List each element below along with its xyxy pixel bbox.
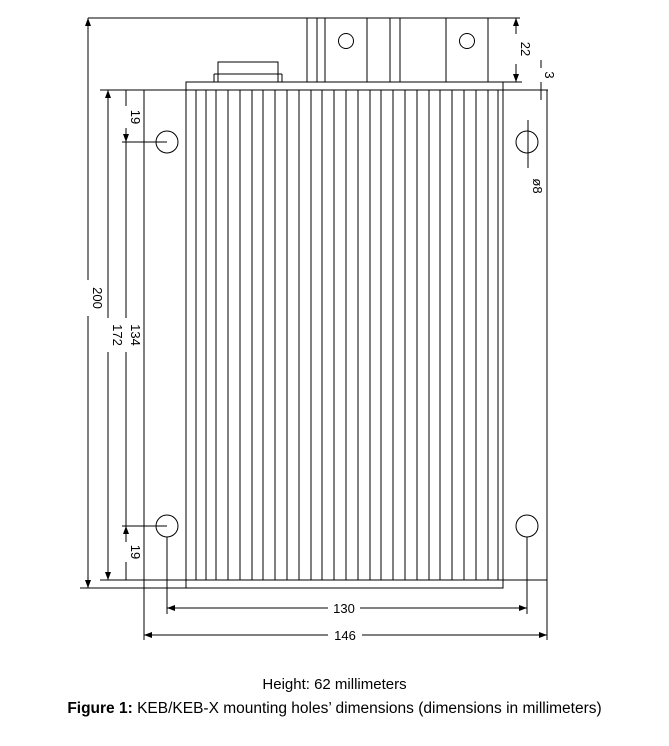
dim-hole-spacing-width: 130 [333,601,355,616]
figure-caption-text: KEB/KEB-X mounting holes’ dimensions (dimensions in millimeters) [132,700,602,717]
dim-hole-diameter: ø8 [530,178,545,194]
heatsink-body [186,82,503,588]
height-note: Height: 62 millimeters [262,676,407,693]
dim-terminal-height: 22 [518,41,533,57]
dim-base-gap: 3 [542,71,557,79]
dim-hole-span-outer: 172 [110,324,125,346]
mounting-hole-top-right [516,131,538,153]
heatsink-fins [196,90,498,580]
dim-edge-offset-top: 19 [128,109,143,125]
dim-overall-width: 146 [334,628,356,643]
terminal-tab-left [325,18,367,82]
terminal-tab-right [446,18,488,82]
dim-hole-span-inner: 134 [128,324,143,346]
connector [218,62,278,82]
figure-caption [0,700,669,718]
dim-edge-offset-bottom: 19 [128,544,143,560]
figure-label: Figure 1: [67,700,133,717]
mounting-hole-bottom-right [516,515,538,537]
dim-overall-height: 200 [90,287,105,309]
